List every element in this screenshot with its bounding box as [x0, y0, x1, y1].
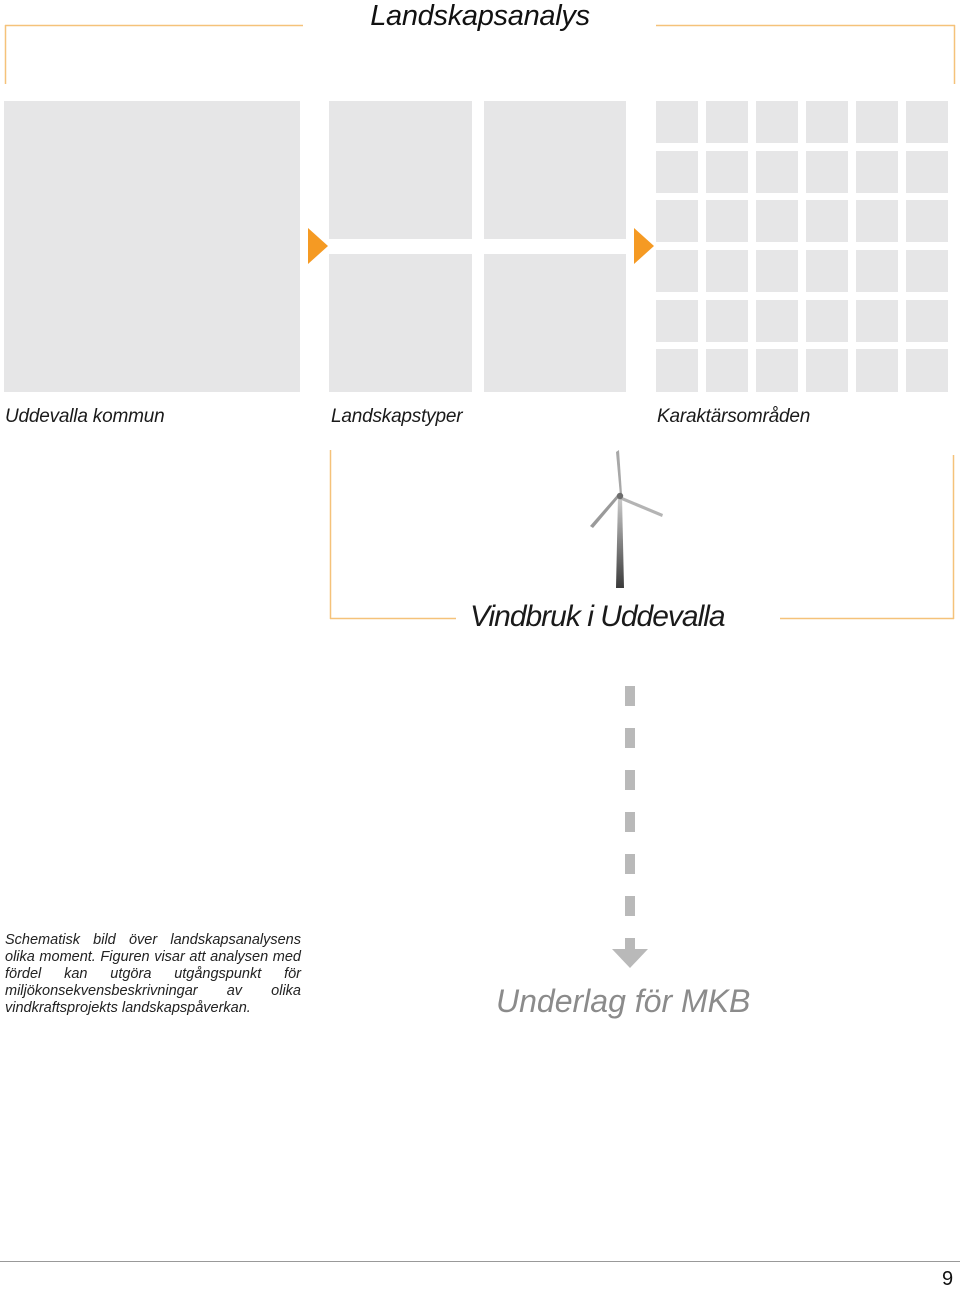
landskapstyp-block — [329, 101, 472, 239]
arrow-down-icon — [611, 938, 651, 970]
page-number: 9 — [942, 1268, 954, 1290]
karaktarsomrade-cell — [756, 101, 798, 143]
karaktarsomrade-cell — [806, 151, 848, 193]
dashed-line-segment — [625, 686, 635, 706]
karaktarsomrade-cell — [756, 250, 798, 292]
karaktarsomrade-cell — [756, 151, 798, 193]
stage-label-karaktarsomraden: Karaktärsområden — [657, 406, 811, 427]
karaktarsomrade-cell — [656, 101, 698, 143]
karaktarsomrade-cell — [806, 250, 848, 292]
karaktarsomrade-cell — [906, 300, 948, 342]
landskapstyp-block — [484, 254, 626, 392]
karaktarsomrade-cell — [806, 300, 848, 342]
karaktarsomraden-grid — [656, 101, 952, 393]
dashed-line-segment — [625, 896, 635, 916]
karaktarsomrade-cell — [706, 200, 748, 242]
karaktarsomrade-cell — [856, 300, 898, 342]
karaktarsomrade-cell — [706, 250, 748, 292]
dashed-line-segment — [625, 854, 635, 874]
outcome-label: Underlag för MKB — [496, 983, 751, 1019]
karaktarsomrade-cell — [856, 200, 898, 242]
arrow-right-icon — [634, 228, 654, 264]
focus-label: Vindbruk i Uddevalla — [470, 600, 725, 633]
karaktarsomrade-cell — [706, 349, 748, 392]
kommun-block — [4, 101, 300, 392]
karaktarsomrade-cell — [806, 200, 848, 242]
karaktarsomrade-cell — [756, 349, 798, 392]
stage-label-kommun: Uddevalla kommun — [5, 406, 165, 427]
karaktarsomrade-cell — [656, 200, 698, 242]
figure-caption: Schematisk bild över landskapsanalysens olika moment. Figuren visar att analysen med fördel kan utgöra utgångspunkt för miljökonsekvensbeskrivningar av olika vindkraftsprojekts landskapspåverkan. — [5, 932, 301, 1016]
karaktarsomrade-cell — [656, 349, 698, 392]
arrow-right-icon — [308, 228, 328, 264]
page-title: Landskapsanalys — [370, 0, 590, 32]
karaktarsomrade-cell — [656, 250, 698, 292]
karaktarsomrade-cell — [906, 151, 948, 193]
karaktarsomrade-cell — [906, 200, 948, 242]
karaktarsomrade-cell — [906, 349, 948, 392]
karaktarsomrade-cell — [906, 101, 948, 143]
dashed-line-segment — [625, 728, 635, 748]
landskapstyp-block — [484, 101, 626, 239]
karaktarsomrade-cell — [756, 300, 798, 342]
karaktarsomrade-cell — [756, 200, 798, 242]
karaktarsomrade-cell — [656, 300, 698, 342]
karaktarsomrade-cell — [856, 151, 898, 193]
karaktarsomrade-cell — [856, 250, 898, 292]
landskapstyp-block — [329, 254, 472, 392]
karaktarsomrade-cell — [706, 151, 748, 193]
karaktarsomrade-cell — [806, 101, 848, 143]
stage-label-landskapstyper: Landskapstyper — [331, 406, 463, 427]
karaktarsomrade-cell — [906, 250, 948, 292]
wind-turbine-icon — [585, 448, 675, 590]
karaktarsomrade-cell — [706, 300, 748, 342]
karaktarsomrade-cell — [806, 349, 848, 392]
karaktarsomrade-cell — [856, 349, 898, 392]
dashed-line-segment — [625, 770, 635, 790]
dashed-line-segment — [625, 812, 635, 832]
footer-rule — [0, 1261, 960, 1262]
karaktarsomrade-cell — [856, 101, 898, 143]
karaktarsomrade-cell — [656, 151, 698, 193]
karaktarsomrade-cell — [706, 101, 748, 143]
